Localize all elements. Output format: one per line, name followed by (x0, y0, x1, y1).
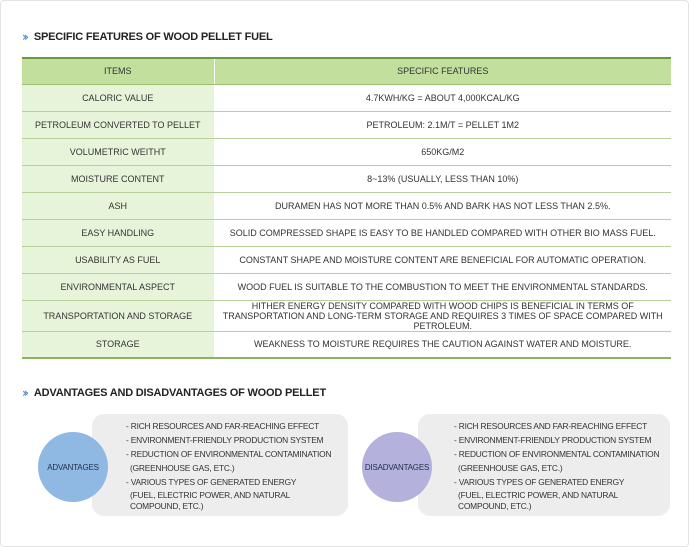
table-row (22, 273, 671, 300)
row-feature-line: TRANSPORTATION AND LONG-TERM STORAGE AND REQUIRES 3 TIMES OF SPACE COMPARED WITH PETROLEUM. (222, 310, 663, 331)
row-item: ASH (22, 192, 214, 219)
row-feature (214, 300, 671, 331)
table-row (22, 192, 671, 219)
row-item: PETROLEUM CONVERTED TO PELLET (22, 111, 214, 138)
row-feature: 8~13% (USUALLY, LESS THAN 10%) (214, 165, 671, 192)
row-item: ENVIRONMENTAL ASPECT (22, 273, 214, 300)
table-row (22, 84, 671, 111)
list-item: - VARIOUS TYPES OF GENERATED ENERGY (454, 476, 625, 487)
list-item: (FUEL, ELECTRIC POWER, AND NATURAL (130, 489, 291, 500)
list-item: - REDUCTION OF ENVIRONMENTAL CONTAMINATION (126, 448, 332, 459)
table-row (22, 111, 671, 138)
list-item: - RICH RESOURCES AND FAR-REACHING EFFECT (454, 421, 648, 431)
row-feature: DURAMEN HAS NOT MORE THAN 0.5% AND BARK HAS NOT LESS THAN 2.5%. (214, 192, 671, 219)
list-item: (GREENHOUSE GAS, ETC.) (130, 462, 235, 473)
list-item: - ENVIRONMENT-FRIENDLY PRODUCTION SYSTEM (126, 434, 324, 445)
table-row (22, 138, 671, 165)
table-row (22, 300, 671, 331)
row-item: EASY HANDLING (22, 219, 214, 246)
list-item: - RICH RESOURCES AND FAR-REACHING EFFECT (126, 421, 320, 431)
row-item: TRANSPORTATION AND STORAGE (22, 300, 214, 331)
list-item: (FUEL, ELECTRIC POWER, AND NATURAL (458, 489, 619, 500)
row-item: USABILITY AS FUEL (22, 246, 214, 273)
list-item: - VARIOUS TYPES OF GENERATED ENERGY (126, 476, 297, 487)
header-features: SPECIFIC FEATURES (214, 58, 671, 84)
row-feature: CONSTANT SHAPE AND MOISTURE CONTENT ARE BENEFICIAL FOR AUTOMATIC OPERATION. (214, 246, 671, 273)
header-items: ITEMS (22, 58, 214, 84)
row-feature: SOLID COMPRESSED SHAPE IS EASY TO BE HANDLED COMPARED WITH OTHER BIO MASS FUEL. (214, 219, 671, 246)
advantages-list (126, 420, 331, 511)
disadvantages-list (454, 420, 659, 511)
table-row (22, 219, 671, 246)
double-chevron-right-icon: ›› (22, 30, 26, 44)
row-item: STORAGE (22, 331, 214, 358)
row-feature: PETROLEUM: 2.1M/T = PELLET 1M2 (214, 111, 671, 138)
table-header-row (22, 58, 671, 84)
row-feature: WEAKNESS TO MOISTURE REQUIRES THE CAUTION AGAINST WATER AND MOISTURE. (214, 331, 671, 358)
list-item: COMPOUND, ETC.) (130, 500, 204, 511)
disadvantages-badge (362, 432, 432, 502)
advantages-label: ADVANTAGES (47, 462, 99, 472)
disadvantages-label: DISADVANTAGES (364, 462, 430, 472)
features-table (22, 57, 671, 359)
list-item: - ENVIRONMENT-FRIENDLY PRODUCTION SYSTEM (454, 434, 652, 445)
row-feature: 4.7KWH/KG = ABOUT 4,000KCAL/KG (214, 84, 671, 111)
list-item: - REDUCTION OF ENVIRONMENTAL CONTAMINATION (454, 448, 660, 459)
row-feature-line: HITHER ENERGY DENSITY COMPARED WITH WOOD CHIPS IS BENEFICIAL IN TERMS OF (251, 300, 634, 311)
table-row (22, 246, 671, 273)
features-section-title (22, 30, 273, 44)
row-item: MOISTURE CONTENT (22, 165, 214, 192)
advantages-badge (38, 432, 108, 502)
features-title-text: SPECIFIC FEATURES OF WOOD PELLET FUEL (33, 31, 273, 43)
row-feature: 650KG/M2 (214, 138, 671, 165)
table-row (22, 331, 671, 358)
row-feature: WOOD FUEL IS SUITABLE TO THE COMBUSTION TO MEET THE ENVIRONMENTAL STANDARDS. (214, 273, 671, 300)
list-item: (GREENHOUSE GAS, ETC.) (458, 462, 563, 473)
row-item: VOLUMETRIC WEITHT (22, 138, 214, 165)
double-chevron-right-icon: ›› (22, 386, 26, 400)
adv-title-text: ADVANTAGES AND DISADVANTAGES OF WOOD PELLET (33, 387, 326, 399)
list-item: COMPOUND, ETC.) (458, 500, 532, 511)
table-row (22, 165, 671, 192)
adv-section-title (22, 386, 326, 400)
row-item: CALORIC VALUE (22, 84, 214, 111)
